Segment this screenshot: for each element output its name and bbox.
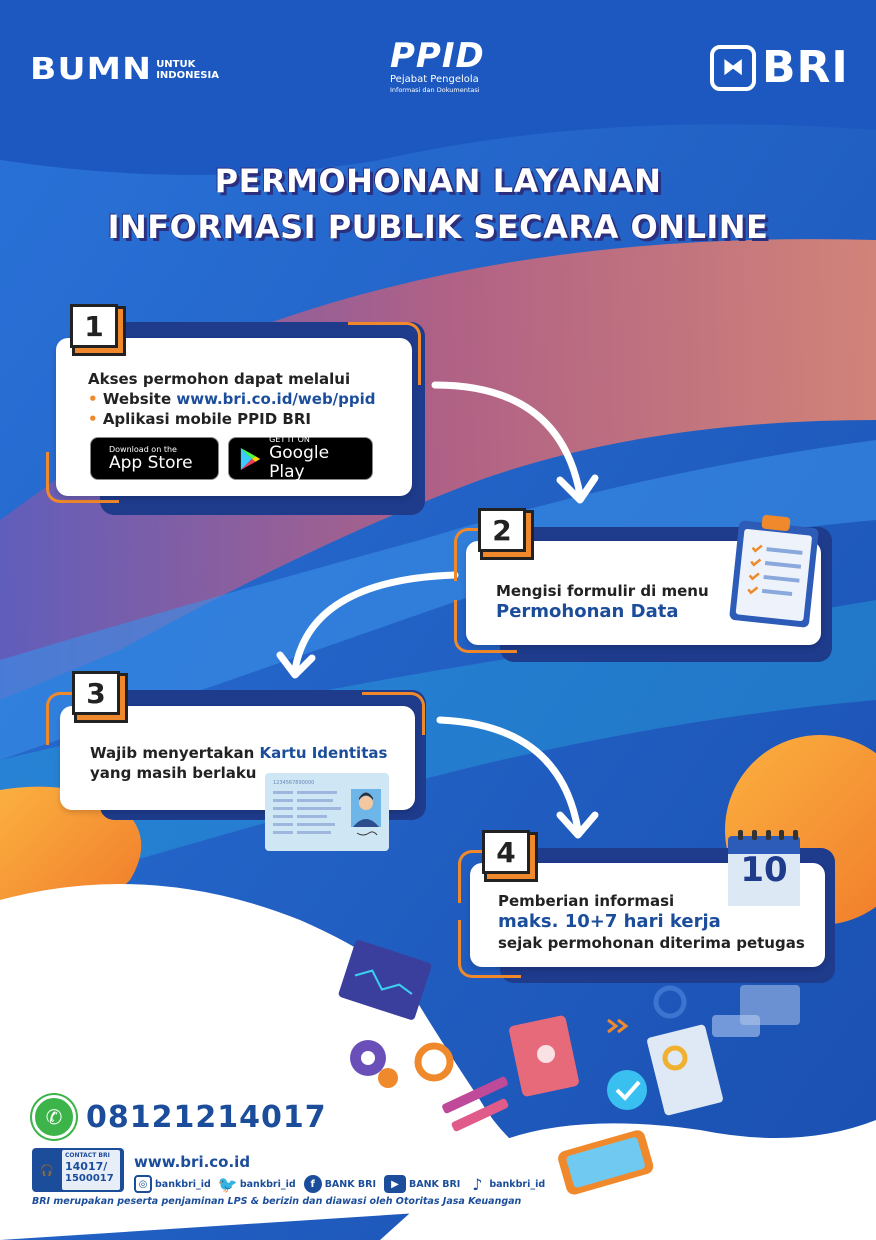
whatsapp-icon: ✆ bbox=[32, 1095, 76, 1139]
bumn-sub-2: INDONESIA bbox=[156, 69, 219, 81]
twitter-handle: bankbri_id bbox=[239, 1178, 296, 1190]
facebook-handle: BANK BRI bbox=[324, 1178, 376, 1190]
youtube-icon: ▶ bbox=[384, 1175, 406, 1193]
step-1-number: 1 bbox=[70, 304, 118, 348]
bumn-sub-1: UNTUK bbox=[156, 58, 196, 70]
max-days-highlight: maks. 10+7 hari kerja bbox=[498, 911, 721, 932]
youtube-handle: BANK BRI bbox=[409, 1178, 461, 1190]
contact-label-2: BRI bbox=[98, 1152, 110, 1159]
headset-icon: 🎧 bbox=[40, 1163, 54, 1177]
step-4-line-3: sejak permohonan diterima petugas bbox=[498, 934, 805, 952]
contact-number-1: 14017/ bbox=[65, 1160, 108, 1173]
clipboard-form-icon bbox=[728, 512, 824, 630]
bri-logo bbox=[710, 42, 849, 93]
calendar-rings bbox=[738, 830, 798, 840]
ppid-website-link[interactable]: www.bri.co.id/web/ppid bbox=[176, 390, 376, 408]
step-2-line-1: Mengisi formulir di menu bbox=[496, 582, 709, 600]
calendar-icon bbox=[728, 830, 800, 906]
contact-bri-label bbox=[65, 1152, 117, 1160]
google-play-big: Google Play bbox=[269, 443, 330, 482]
google-play-icon bbox=[239, 446, 261, 472]
whatsapp-contact[interactable] bbox=[32, 1095, 327, 1139]
step-3-line-2: yang masih berlaku bbox=[90, 764, 257, 782]
app-store-small: Download on the bbox=[109, 444, 177, 454]
permohonan-data-menu: Permohonan Data bbox=[496, 601, 679, 622]
step-2-text bbox=[496, 581, 709, 623]
contact-label-1: CONTACT bbox=[65, 1152, 97, 1159]
youtube-link[interactable] bbox=[384, 1175, 460, 1193]
facebook-icon: f bbox=[304, 1175, 322, 1193]
app-store-badge[interactable] bbox=[90, 437, 219, 480]
bri-wordmark: BRI bbox=[762, 42, 849, 93]
step-3-prefix: Wajib menyertakan bbox=[90, 744, 260, 762]
id-card-icon bbox=[265, 773, 389, 851]
step-2-number: 2 bbox=[478, 508, 526, 552]
ppid-sub-1: Pejabat Pengelola bbox=[390, 74, 479, 85]
google-play-small: GET IT ON bbox=[269, 435, 310, 444]
social-media-row bbox=[134, 1175, 545, 1193]
bri-emblem-icon: ⧓ bbox=[710, 45, 756, 91]
step-1-bullet-app: • Aplikasi mobile PPID BRI bbox=[88, 410, 311, 428]
app-bullet-text: Aplikasi mobile PPID BRI bbox=[102, 410, 311, 428]
kartu-identitas-highlight: Kartu Identitas bbox=[259, 744, 388, 762]
step-1-text bbox=[88, 369, 376, 429]
step-4-line-1: Pemberian informasi bbox=[498, 892, 675, 910]
bumn-logo bbox=[30, 52, 219, 87]
twitter-icon: 🐦 bbox=[217, 1174, 238, 1194]
twitter-link[interactable] bbox=[219, 1175, 296, 1193]
instagram-link[interactable] bbox=[134, 1175, 211, 1193]
instagram-icon: ◎ bbox=[134, 1175, 152, 1193]
ppid-wordmark: PPID bbox=[390, 36, 485, 76]
ppid-sub-2: Informasi dan Dokumentasi bbox=[390, 86, 480, 94]
step-3-number: 3 bbox=[72, 671, 120, 715]
contact-bri-badge[interactable] bbox=[32, 1148, 124, 1192]
tiktok-handle: bankbri_id bbox=[489, 1178, 546, 1190]
title-line-2: INFORMASI PUBLIK SECARA ONLINE bbox=[107, 208, 769, 246]
tiktok-link[interactable] bbox=[468, 1175, 545, 1193]
facebook-link[interactable] bbox=[304, 1175, 376, 1193]
bri-website-link[interactable]: www.bri.co.id bbox=[134, 1153, 251, 1171]
bumn-wordmark: BUMN bbox=[30, 52, 153, 87]
step-1-card bbox=[56, 338, 412, 496]
tiktok-icon: ♪ bbox=[472, 1174, 483, 1194]
title-line-1: PERMOHONAN LAYANAN bbox=[214, 162, 662, 200]
google-play-badge[interactable] bbox=[228, 437, 373, 480]
step-3-line-1 bbox=[90, 743, 387, 763]
whatsapp-number: 08121214017 bbox=[86, 1099, 327, 1135]
app-store-big: App Store bbox=[109, 452, 193, 473]
ppid-logo bbox=[390, 38, 485, 95]
contact-bri-numbers bbox=[62, 1150, 120, 1190]
step-1-bullet-website: • Website www.bri.co.id/web/ppid bbox=[88, 390, 376, 408]
contact-number-2: 1500017 bbox=[65, 1173, 114, 1184]
id-card-number: 1234567890000 bbox=[273, 780, 315, 786]
disclaimer-text: BRI merupakan peserta penjaminan LPS & berizin dan diawasi oleh Otoritas Jasa Keuangan bbox=[32, 1196, 522, 1207]
website-prefix: Website bbox=[102, 390, 177, 408]
step-4-number: 4 bbox=[482, 830, 530, 874]
step-1-intro: Akses permohon dapat melalui bbox=[88, 370, 351, 388]
id-card-graphics bbox=[265, 773, 389, 851]
calendar-day: 10 bbox=[740, 850, 788, 890]
instagram-handle: bankbri_id bbox=[155, 1178, 211, 1190]
